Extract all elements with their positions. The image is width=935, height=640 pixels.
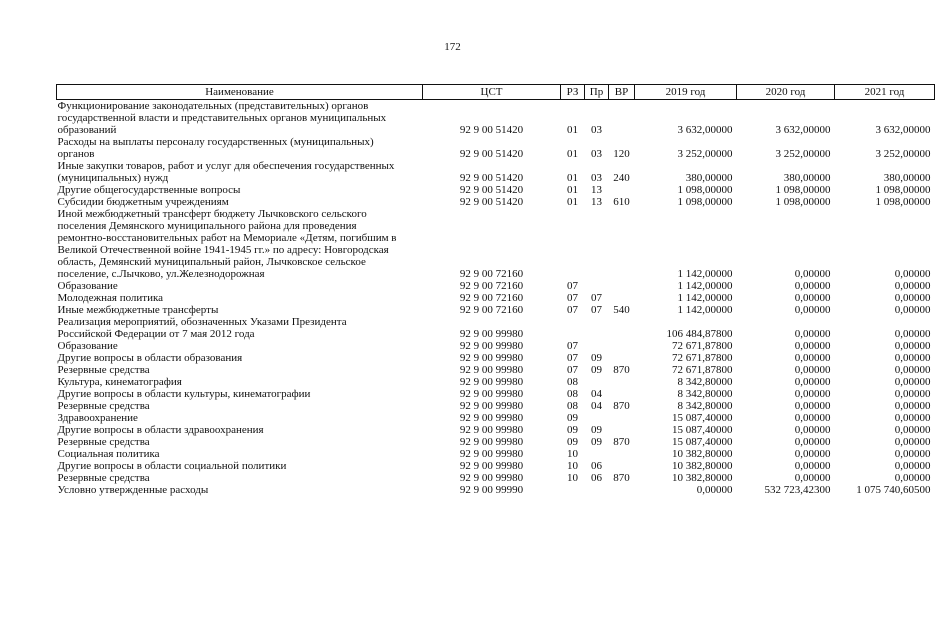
row-amount-2021: 0,00000 xyxy=(894,280,931,292)
table-row xyxy=(57,448,935,460)
row-cst: 92 9 00 51420 xyxy=(459,172,524,184)
row-amount-2019: 72 671,87800 xyxy=(672,340,733,352)
header-2021: 2021 год xyxy=(835,85,935,100)
row-pr: 09 xyxy=(591,424,602,436)
row-cst: 92 9 00 99980 xyxy=(459,376,524,388)
row-amount-2019: 10 382,80000 xyxy=(672,472,733,484)
row-amount-2020: 0,00000 xyxy=(794,412,831,424)
row-amount-2020: 380,00000 xyxy=(783,172,831,184)
row-rz: 07 xyxy=(567,364,578,376)
row-pr xyxy=(585,376,609,388)
header-2020: 2020 год xyxy=(737,85,835,100)
table-row xyxy=(57,436,935,448)
row-rz: 09 xyxy=(567,412,578,424)
table-row xyxy=(57,400,935,412)
row-amount-2020: 0,00000 xyxy=(794,424,831,436)
row-rz xyxy=(561,208,585,280)
header-rz: РЗ xyxy=(561,85,585,100)
row-vr xyxy=(609,448,635,460)
row-amount-2020: 0,00000 xyxy=(794,400,831,412)
row-cst: 92 9 00 99980 xyxy=(459,412,524,424)
table-row xyxy=(57,292,935,304)
row-name: Иные закупки товаров, работ и услуг для обеспечения государственных (муниципальных) нужд xyxy=(57,160,395,184)
table-row xyxy=(57,424,935,436)
row-amount-2020: 0,00000 xyxy=(794,340,831,352)
table-header xyxy=(57,85,935,100)
row-amount-2019: 3 252,00000 xyxy=(677,148,733,160)
row-vr xyxy=(609,352,635,364)
row-pr xyxy=(585,412,609,424)
row-cst: 92 9 00 51420 xyxy=(459,184,524,196)
row-amount-2020: 0,00000 xyxy=(794,472,831,484)
row-name: Резервные средства xyxy=(57,472,150,484)
row-rz: 10 xyxy=(567,472,578,484)
row-cst: 92 9 00 99980 xyxy=(459,400,524,412)
row-amount-2019: 380,00000 xyxy=(685,172,733,184)
row-rz: 09 xyxy=(567,436,578,448)
row-vr xyxy=(609,484,635,496)
row-amount-2021: 0,00000 xyxy=(894,352,931,364)
row-amount-2019: 8 342,80000 xyxy=(677,400,733,412)
row-amount-2019: 15 087,40000 xyxy=(672,424,733,436)
row-amount-2020: 3 632,00000 xyxy=(775,124,831,136)
header-2019: 2019 год xyxy=(635,85,737,100)
row-pr: 03 xyxy=(591,172,602,184)
row-vr: 870 xyxy=(613,472,630,484)
table-row xyxy=(57,484,935,496)
row-rz: 07 xyxy=(567,280,578,292)
header-name: Наименование xyxy=(57,85,423,100)
row-vr xyxy=(609,184,635,196)
row-amount-2021: 1 075 740,60500 xyxy=(856,484,931,496)
row-amount-2021: 0,00000 xyxy=(894,364,931,376)
row-cst: 92 9 00 99980 xyxy=(459,448,524,460)
row-rz: 08 xyxy=(567,388,578,400)
row-cst: 92 9 00 72160 xyxy=(459,292,524,304)
row-pr: 09 xyxy=(591,436,602,448)
row-pr: 07 xyxy=(591,304,602,316)
row-amount-2021: 0,00000 xyxy=(894,436,931,448)
table-row xyxy=(57,316,935,340)
row-name: Резервные средства xyxy=(57,364,150,376)
table-row xyxy=(57,388,935,400)
row-pr: 07 xyxy=(591,292,602,304)
row-amount-2019: 72 671,87800 xyxy=(672,352,733,364)
table-row xyxy=(57,340,935,352)
row-name: Иной межбюджетный трансферт бюджету Лычковского сельского поселения Демянского муниципального района для проведения ремонтно-восстановительных работ на Мемориале «Детям, погибшим в Великой Отечественной войне 1941-1945 гг.» по адресу: Новгородская область, Демянский муниципальный район, Лычковское сельское поселение, с.Лычково, ул.Железнодорожная xyxy=(57,208,397,280)
row-amount-2020: 0,00000 xyxy=(794,448,831,460)
row-amount-2020: 0,00000 xyxy=(794,292,831,304)
row-amount-2019: 3 632,00000 xyxy=(677,124,733,136)
row-amount-2020: 0,00000 xyxy=(794,280,831,292)
row-amount-2019: 15 087,40000 xyxy=(672,436,733,448)
row-rz: 01 xyxy=(567,148,578,160)
row-name: Здравоохранение xyxy=(57,412,138,424)
row-amount-2021: 3 252,00000 xyxy=(875,148,931,160)
row-cst: 92 9 00 99980 xyxy=(459,436,524,448)
row-pr: 04 xyxy=(591,400,602,412)
row-amount-2020: 0,00000 xyxy=(794,388,831,400)
row-pr: 06 xyxy=(591,460,602,472)
header-cst: ЦСТ xyxy=(423,85,561,100)
table-row xyxy=(57,208,935,280)
table-body xyxy=(57,100,935,497)
row-amount-2019: 1 142,00000 xyxy=(677,280,733,292)
row-cst: 92 9 00 51420 xyxy=(459,148,524,160)
row-name: Культура, кинематография xyxy=(57,376,182,388)
row-name: Иные межбюджетные трансферты xyxy=(57,304,219,316)
row-name: Реализация мероприятий, обозначенных Указами Президента Российской Федерации от 7 мая 2012 года xyxy=(57,316,347,340)
row-name: Другие вопросы в области культуры, кинематографии xyxy=(57,388,311,400)
row-amount-2019: 8 342,80000 xyxy=(677,388,733,400)
table-row xyxy=(57,100,935,137)
table-row xyxy=(57,196,935,208)
row-amount-2019: 10 382,80000 xyxy=(672,448,733,460)
row-cst: 92 9 00 99980 xyxy=(459,340,524,352)
row-cst: 92 9 00 99980 xyxy=(459,472,524,484)
table-row xyxy=(57,376,935,388)
row-rz: 01 xyxy=(567,184,578,196)
row-vr xyxy=(609,280,635,292)
row-rz: 08 xyxy=(567,400,578,412)
row-amount-2019: 1 142,00000 xyxy=(677,292,733,304)
row-amount-2021: 1 098,00000 xyxy=(875,184,931,196)
row-vr xyxy=(609,424,635,436)
row-amount-2021: 0,00000 xyxy=(894,340,931,352)
row-vr xyxy=(609,412,635,424)
table-row xyxy=(57,412,935,424)
budget-table xyxy=(56,84,935,496)
row-vr: 870 xyxy=(613,400,630,412)
row-name: Другие вопросы в области здравоохранения xyxy=(57,424,264,436)
row-amount-2021: 0,00000 xyxy=(894,328,931,340)
table-row xyxy=(57,184,935,196)
row-amount-2021: 3 632,00000 xyxy=(875,124,931,136)
row-amount-2021: 380,00000 xyxy=(883,172,931,184)
row-amount-2021: 0,00000 xyxy=(894,424,931,436)
row-pr xyxy=(585,340,609,352)
row-amount-2019: 1 098,00000 xyxy=(677,184,733,196)
row-amount-2019: 1 142,00000 xyxy=(677,304,733,316)
table-row xyxy=(57,280,935,292)
row-rz xyxy=(561,484,585,496)
table-row xyxy=(57,304,935,316)
row-rz: 01 xyxy=(567,172,578,184)
row-rz: 07 xyxy=(567,304,578,316)
header-pr: Пр xyxy=(585,85,609,100)
row-name: Резервные средства xyxy=(57,400,150,412)
row-amount-2019: 106 484,87800 xyxy=(666,328,733,340)
row-cst: 92 9 00 72160 xyxy=(459,268,524,280)
row-vr xyxy=(609,316,635,340)
row-vr: 540 xyxy=(613,304,630,316)
table-row xyxy=(57,472,935,484)
row-pr xyxy=(585,448,609,460)
row-amount-2020: 0,00000 xyxy=(794,376,831,388)
row-vr: 120 xyxy=(613,148,630,160)
row-rz: 07 xyxy=(567,292,578,304)
row-pr: 09 xyxy=(591,364,602,376)
row-pr: 03 xyxy=(591,148,602,160)
row-rz: 08 xyxy=(567,376,578,388)
row-pr xyxy=(585,280,609,292)
row-rz: 07 xyxy=(567,352,578,364)
header-vr: ВР xyxy=(609,85,635,100)
row-vr xyxy=(609,460,635,472)
row-amount-2020: 1 098,00000 xyxy=(775,196,831,208)
row-amount-2021: 0,00000 xyxy=(894,304,931,316)
row-amount-2021: 0,00000 xyxy=(894,412,931,424)
row-rz: 07 xyxy=(567,340,578,352)
row-pr xyxy=(585,316,609,340)
row-pr xyxy=(585,484,609,496)
row-amount-2021: 0,00000 xyxy=(894,376,931,388)
row-vr: 870 xyxy=(613,436,630,448)
row-cst: 92 9 00 99990 xyxy=(459,484,524,496)
row-vr xyxy=(609,100,635,137)
row-vr: 870 xyxy=(613,364,630,376)
row-name: Расходы на выплаты персоналу государственных (муниципальных) органов xyxy=(57,136,374,160)
row-cst: 92 9 00 99980 xyxy=(459,460,524,472)
row-cst: 92 9 00 99980 xyxy=(459,364,524,376)
row-rz xyxy=(561,316,585,340)
row-amount-2019: 1 098,00000 xyxy=(677,196,733,208)
row-rz: 10 xyxy=(567,448,578,460)
row-amount-2020: 532 723,42300 xyxy=(764,484,831,496)
row-name: Образование xyxy=(57,280,118,292)
row-rz: 10 xyxy=(567,460,578,472)
row-amount-2020: 1 098,00000 xyxy=(775,184,831,196)
row-pr: 13 xyxy=(591,184,602,196)
row-pr: 03 xyxy=(591,124,602,136)
row-amount-2021: 0,00000 xyxy=(894,388,931,400)
row-amount-2020: 0,00000 xyxy=(794,460,831,472)
row-amount-2019: 15 087,40000 xyxy=(672,412,733,424)
row-vr xyxy=(609,388,635,400)
row-amount-2020: 0,00000 xyxy=(794,352,831,364)
row-vr xyxy=(609,208,635,280)
row-name: Функционирование законодательных (представительных) органов государственной власти и представительных органов муниципальных образований xyxy=(57,100,387,136)
row-cst: 92 9 00 99980 xyxy=(459,352,524,364)
row-cst: 92 9 00 99980 xyxy=(459,388,524,400)
row-pr: 13 xyxy=(591,196,602,208)
table-row xyxy=(57,364,935,376)
row-vr: 240 xyxy=(613,172,630,184)
row-amount-2019: 1 142,00000 xyxy=(677,268,733,280)
row-pr: 04 xyxy=(591,388,602,400)
row-name: Условно утвержденные расходы xyxy=(57,484,209,496)
row-name: Другие общегосударственные вопросы xyxy=(57,184,241,196)
table-row xyxy=(57,352,935,364)
row-amount-2019: 10 382,80000 xyxy=(672,460,733,472)
row-amount-2020: 0,00000 xyxy=(794,328,831,340)
row-amount-2020: 0,00000 xyxy=(794,436,831,448)
row-rz: 01 xyxy=(567,124,578,136)
page-number: 172 xyxy=(444,41,461,53)
row-rz: 09 xyxy=(567,424,578,436)
row-cst: 92 9 00 51420 xyxy=(459,124,524,136)
row-vr: 610 xyxy=(613,196,630,208)
row-cst: 92 9 00 51420 xyxy=(459,196,524,208)
table-row xyxy=(57,160,935,184)
row-name: Другие вопросы в области образования xyxy=(57,352,243,364)
row-rz: 01 xyxy=(567,196,578,208)
row-name: Образование xyxy=(57,340,118,352)
row-amount-2020: 3 252,00000 xyxy=(775,148,831,160)
table-row xyxy=(57,460,935,472)
row-name: Резервные средства xyxy=(57,436,150,448)
row-vr xyxy=(609,376,635,388)
row-amount-2020: 0,00000 xyxy=(794,364,831,376)
row-name: Другие вопросы в области социальной политики xyxy=(57,460,287,472)
row-amount-2019: 72 671,87800 xyxy=(672,364,733,376)
row-amount-2021: 0,00000 xyxy=(894,400,931,412)
row-amount-2019: 0,00000 xyxy=(696,484,733,496)
row-amount-2020: 0,00000 xyxy=(794,268,831,280)
header-row xyxy=(57,85,935,100)
row-vr xyxy=(609,340,635,352)
row-vr xyxy=(609,292,635,304)
row-cst: 92 9 00 72160 xyxy=(459,304,524,316)
row-amount-2020: 0,00000 xyxy=(794,304,831,316)
row-amount-2021: 0,00000 xyxy=(894,268,931,280)
row-amount-2021: 0,00000 xyxy=(894,448,931,460)
row-amount-2019: 8 342,80000 xyxy=(677,376,733,388)
row-cst: 92 9 00 99980 xyxy=(459,424,524,436)
row-cst: 92 9 00 72160 xyxy=(459,280,524,292)
row-amount-2021: 1 098,00000 xyxy=(875,196,931,208)
row-amount-2021: 0,00000 xyxy=(894,292,931,304)
row-name: Молодежная политика xyxy=(57,292,164,304)
row-pr: 09 xyxy=(591,352,602,364)
row-pr xyxy=(585,208,609,280)
row-amount-2021: 0,00000 xyxy=(894,460,931,472)
table-row xyxy=(57,136,935,160)
row-name: Социальная политика xyxy=(57,448,160,460)
row-pr: 06 xyxy=(591,472,602,484)
row-name: Субсидии бюджетным учреждениям xyxy=(57,196,229,208)
row-amount-2021: 0,00000 xyxy=(894,472,931,484)
row-cst: 92 9 00 99980 xyxy=(459,328,524,340)
